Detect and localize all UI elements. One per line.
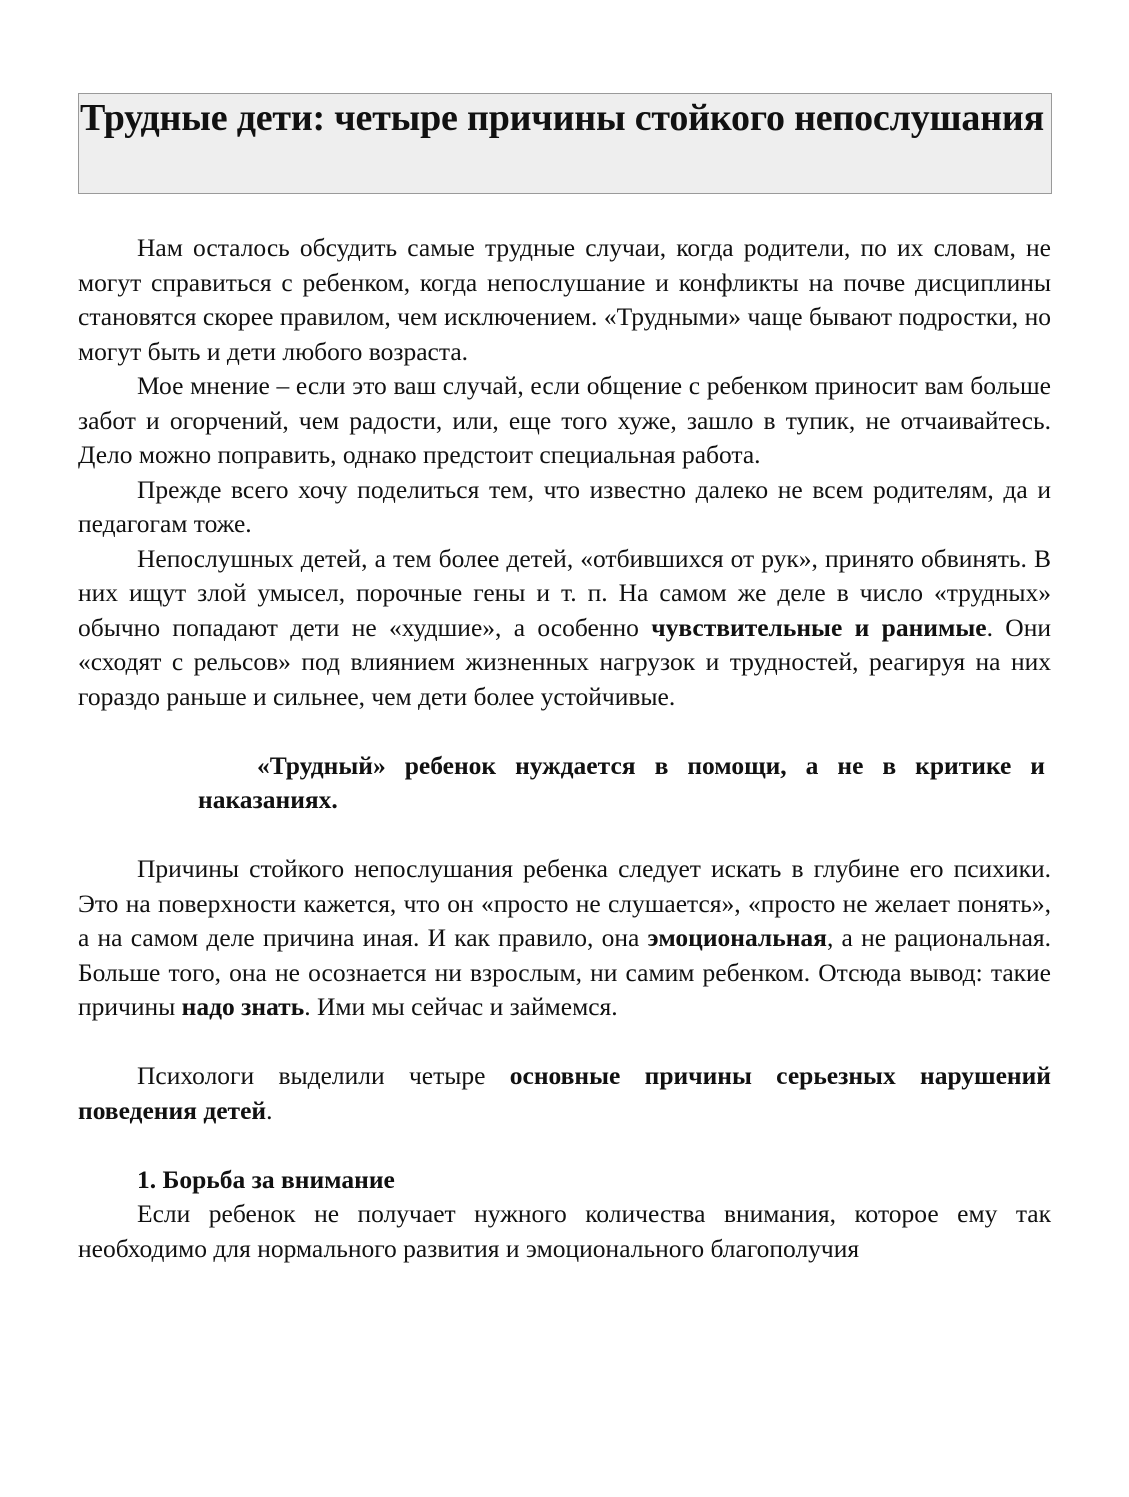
paragraph-2: Мое мнение – если это ваш случай, если общение с ребенком приносит вам больше забот и огорчений, чем радости, или, еще того хуже, зашло в тупик, не отчаивайтесь. Дело можно поправить, однако предстоит специальная работа. [78,371,1051,469]
paragraph-5-text-a: Причины стойкого непослушания ребенка следует искать в глубине его психики. Это на поверхности кажется, что он «просто не слушается», «просто не желает понять», а на самом деле причина иная. И как правило, она [78,854,1051,952]
highlight-quote: «Трудный» ребенок нуждается в помощи, а не в критике и наказаниях. [198,750,1045,814]
title-box [78,93,1052,194]
paragraph-6-bold: основные причины серьезных нарушений поведения детей [78,1061,1051,1125]
paragraph-6 [78,1059,1051,1128]
paragraph-5-bold-2: надо знать [181,992,305,1021]
paragraph-4-text-b: . Они «сходят с рельсов» под влиянием жизненных нагрузок и трудностей, реагируя на них гораздо раньше и сильнее, чем дети более устойчивые. [78,612,1051,711]
paragraph-5-bold-1: эмоциональная [647,923,827,952]
page-title: Трудные дети: четыре причины стойкого непослушания [80,97,1044,139]
article-body [78,231,1051,1266]
paragraph-4-bold: чувствительные и ранимые [651,612,987,642]
paragraph-5 [78,852,1051,1025]
section-1-heading: 1. Борьба за внимание [137,1164,395,1194]
blank-line [78,1025,1051,1060]
paragraph-4-text-a: Непослушных детей, а тем более детей, «отбившихся от рук», принято обвинять. В них ищут злой умысел, порочные гены и т. п. На самом же деле в число «трудных» обычно попадают дети не «худшие», а особенно [78,543,1051,642]
paragraph-6-text-a: Психологи выделили четыре [137,1061,510,1090]
paragraph-6-text-b: . [266,1095,273,1125]
blank-line [78,1128,1051,1163]
blank-line [78,818,1051,853]
paragraph-5-text-c: . Ими мы сейчас и займемся. [304,992,618,1021]
paragraph-4 [78,542,1051,715]
paragraph-3: Прежде всего хочу поделиться тем, что известно далеко не всем родителям, да и педагогам тоже. [78,474,1051,538]
paragraph-1: Нам осталось обсудить самые трудные случаи, когда родители, по их словам, не могут справиться с ребенком, когда непослушание и конфликты на почве дисциплины становятся скорее правилом, чем исключением. «Трудными» чаще бывают подростки, но могут быть и дети любого возраста. [78,233,1051,366]
document-page [78,93,1051,1266]
blank-line [78,714,1051,749]
paragraph-7: Если ребенок не получает нужного количества внимания, которое ему так необходимо для нормального развития и эмоционального благополучия [78,1199,1051,1263]
paragraph-5-text-b: , а не рациональная. Больше того, она не осознается ни взрослым, ни самим ребенком. Отсюда вывод: такие причины [78,923,1051,1021]
